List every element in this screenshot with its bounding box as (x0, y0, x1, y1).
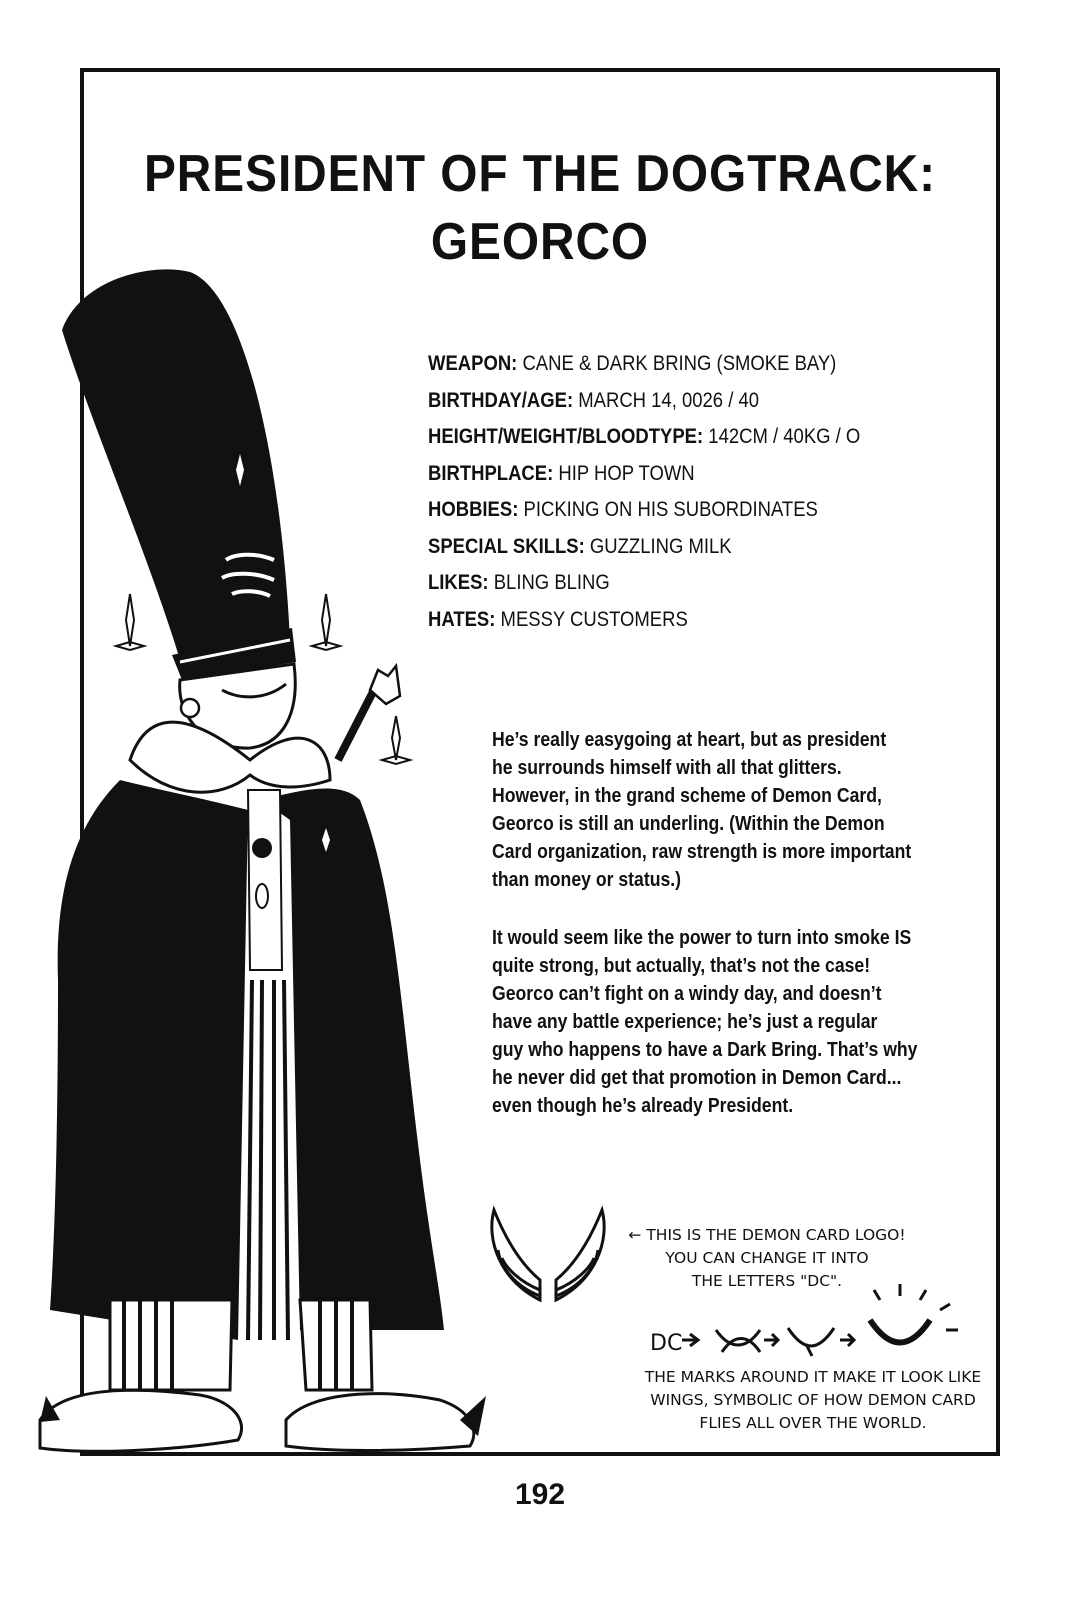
stat-likes: LIKES: BLING BLING (428, 571, 610, 594)
stat-special-skills: SPECIAL SKILLS: GUZZLING MILK (428, 534, 732, 558)
stat-hates: HATES: MESSY CUSTOMERS (428, 607, 688, 631)
stat-hobbies: HOBBIES: PICKING ON HIS SUBORDINATES (428, 498, 818, 521)
stat-birthday-age: BIRTHDAY/AGE: MARCH 14, 0026 / 40 (428, 388, 760, 412)
page-title (117, 140, 963, 276)
demon-card-logo (492, 1210, 604, 1300)
profile-stats (428, 346, 988, 638)
title-line-2: GEORCO (430, 213, 650, 271)
description-paragraph-1: He’s really easygoing at heart, but as president he surrounds himself with all that glitters. However, in the grand scheme of Demon Card, Georco is still an underling. (Within the Demon Card organization, raw strength is more important than money or status.) (492, 728, 912, 891)
page-number: 192 (514, 1478, 566, 1511)
wings-note: THE MARKS AROUND IT MAKE IT LOOK LIKE WINGS, SYMBOLIC OF HOW DEMON CARD FLIES ALL OVER THE WORLD. (644, 1368, 982, 1432)
title-line-1: PRESIDENT OF THE DOGTRACK: (143, 145, 937, 203)
stat-height-weight-bloodtype: HEIGHT/WEIGHT/BLOODTYPE: 142CM / 40KG / O (428, 425, 861, 448)
description-paragraph-2: It would seem like the power to turn into smoke IS quite strong, but actually, that’s not the case! Georco can’t fight on a windy day, and doesn’t have any battle experience; he’s just a regular guy who happens to have a Dark Bring. That’s why he never did get that promotion in Demon Card... even though he’s already President. (492, 926, 918, 1117)
dc-letters: DC (650, 1331, 683, 1356)
logo-note: ← THIS IS THE DEMON CARD LOGO! YOU CAN CHANGE IT INTO THE LETTERS "DC". (628, 1226, 906, 1290)
stat-weapon: WEAPON: CANE & DARK BRING (SMOKE BAY) (428, 352, 837, 375)
dc-transformation-sequence (682, 1284, 958, 1356)
stat-birthplace: BIRTHPLACE: HIP HOP TOWN (428, 461, 695, 485)
